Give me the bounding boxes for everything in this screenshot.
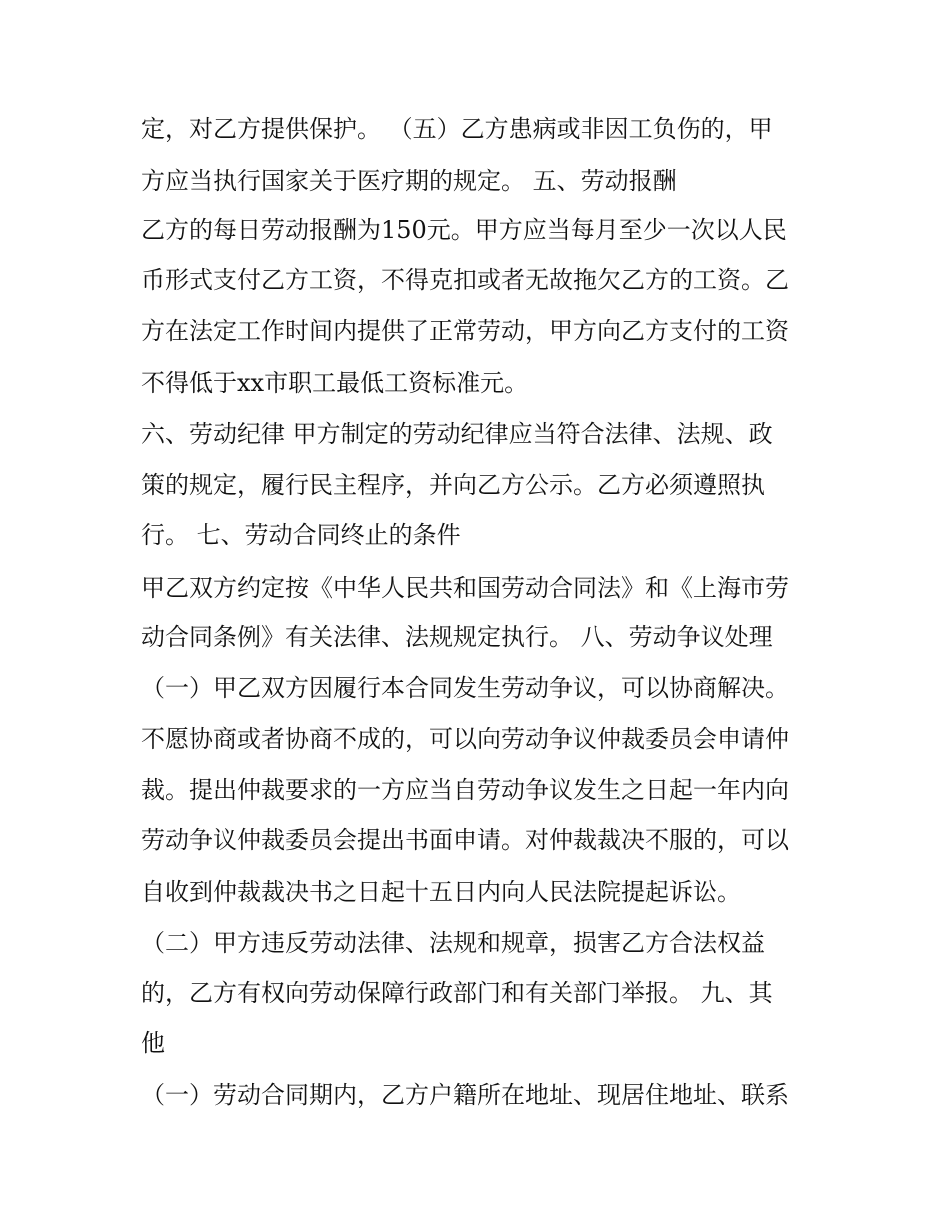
text-line: 策的规定，履行民主程序，并向乙方公示。乙方必须遵照执 [141,471,765,499]
text-line: 劳动争议仲裁委员会提出书面申请。对仲裁裁决不服的，可以 [141,826,789,854]
text-line: 他 [141,1029,165,1057]
text-line: 定，对乙方提供保护。 （五）乙方患病或非因工负伤的，甲 [141,115,773,143]
text-line: 方在法定工作时间内提供了正常劳动，甲方向乙方支付的工资 [141,317,789,345]
text-line: （一）劳动合同期内，乙方户籍所在地址、现居住地址、联系 [141,1081,789,1109]
text-line: 币形式支付乙方工资，不得克扣或者无故拖欠乙方的工资。乙 [141,266,789,294]
text-line: 行。 七、劳动合同终止的条件 [141,521,461,549]
text-line: 裁。提出仲裁要求的一方应当自劳动争议发生之日起一年内向 [141,776,789,804]
text-line: 的，乙方有权向劳动保障行政部门和有关部门举报。 九、其 [141,979,773,1007]
text-line: 六、劳动纪律 甲方制定的劳动纪律应当符合法律、法规、政 [141,420,773,448]
text-line: 动合同条例》有关法律、法规规定执行。 八、劳动争议处理 [141,623,773,651]
text-line: 甲乙双方约定按《中华人民共和国劳动合同法》和《上海市劳 [141,574,789,602]
text-line: （一）甲乙双方因履行本合同发生劳动争议，可以协商解决。 [141,674,789,702]
text-line: 乙方的每日劳动报酬为150元。甲方应当每月至少一次以人民 [141,216,787,244]
text-line: 不愿协商或者协商不成的，可以向劳动争议仲裁委员会申请仲 [141,725,789,753]
text-line: 自收到仲裁裁决书之日起十五日内向人民法院提起诉讼。 [141,878,741,906]
text-line: （二）甲方违反劳动法律、法规和规章，损害乙方合法权益 [141,929,765,957]
text-line: 不得低于xx市职工最低工资标准元。 [141,369,529,397]
text-line: 方应当执行国家关于医疗期的规定。 五、劳动报酬 [141,167,677,195]
